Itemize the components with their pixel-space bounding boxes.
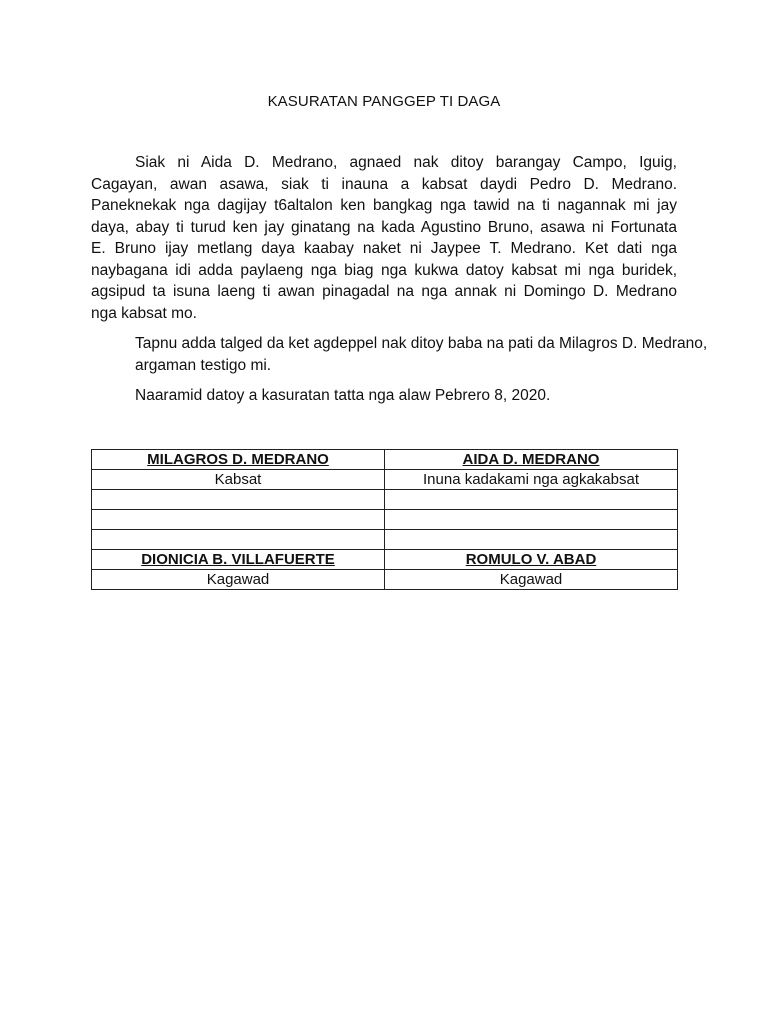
paragraph-2: Tapnu adda talged da ket agdeppel nak ditoy baba na pati da Milagros D. Medrano, argaman testigo mi. — [135, 335, 708, 374]
signatory-role: Inuna kadakami nga agkakabsat — [385, 470, 678, 490]
table-row — [92, 450, 678, 470]
paragraph-1 — [91, 152, 677, 324]
paragraph-1-line: agsipud ta isuna laeng ti awan pinagadal na nga annak ni Domingo D. Medrano — [91, 283, 677, 300]
signatory-name-text: DIONICIA B. VILLAFUERTE — [141, 550, 335, 568]
table-row — [92, 570, 678, 590]
signature-cell — [92, 510, 385, 530]
signature-cell — [385, 510, 678, 530]
table-row — [92, 530, 678, 550]
signatories-table — [91, 449, 678, 590]
paragraph-1-line: nga kabsat mo. — [91, 304, 197, 322]
table-row — [92, 510, 678, 530]
signature-cell — [385, 530, 678, 550]
paragraph-3: Naaramid datoy a kasuratan tatta nga alaw Pebrero 8, 2020. — [135, 387, 551, 404]
table-row — [92, 490, 678, 510]
paragraph-1-line: Siak ni Aida D. Medrano, agnaed nak ditoy barangay Campo, Iguig, — [135, 154, 677, 171]
document-title: KASURATAN PANGGEP TI DAGA — [267, 93, 501, 110]
paragraph-1-line: Paneknekak nga dagijay t6altalon ken bangkag nga tawid na ti nagannak mi jay — [91, 197, 677, 214]
table-row — [92, 550, 678, 570]
table-row — [92, 470, 678, 490]
signature-cell — [92, 530, 385, 550]
paragraph-1-line: daya, abay ti turud ken jay ginatang na kada Agustino Bruno, asawa ni Fortunata — [91, 218, 677, 236]
signatory-role: Kagawad — [92, 570, 385, 590]
signature-cell — [385, 490, 678, 510]
signatory-name-text: ROMULO V. ABAD — [465, 550, 597, 568]
signatory-name-text: MILAGROS D. MEDRANO — [147, 450, 329, 468]
paragraph-1-line: naybagana idi adda paylaeng nga biag nga kukwa datoy kabsat mi nga buridek, — [91, 261, 677, 279]
signature-cell — [92, 490, 385, 510]
signatory-name — [92, 450, 385, 470]
signatory-name-text: AIDA D. MEDRANO — [462, 450, 600, 468]
paragraph-1-line: E. Bruno ijay metlang daya kaabay naket ni Jaypee T. Medrano. Ket dati nga — [91, 240, 677, 257]
signatory-name — [385, 450, 678, 470]
paragraph-1-line: Cagayan, awan asawa, siak ti inauna a kabsat daydi Pedro D. Medrano. — [91, 175, 677, 193]
signatory-name — [385, 550, 678, 570]
signatory-role: Kagawad — [385, 570, 678, 590]
signatory-role: Kabsat — [92, 470, 385, 490]
signatory-name — [92, 550, 385, 570]
